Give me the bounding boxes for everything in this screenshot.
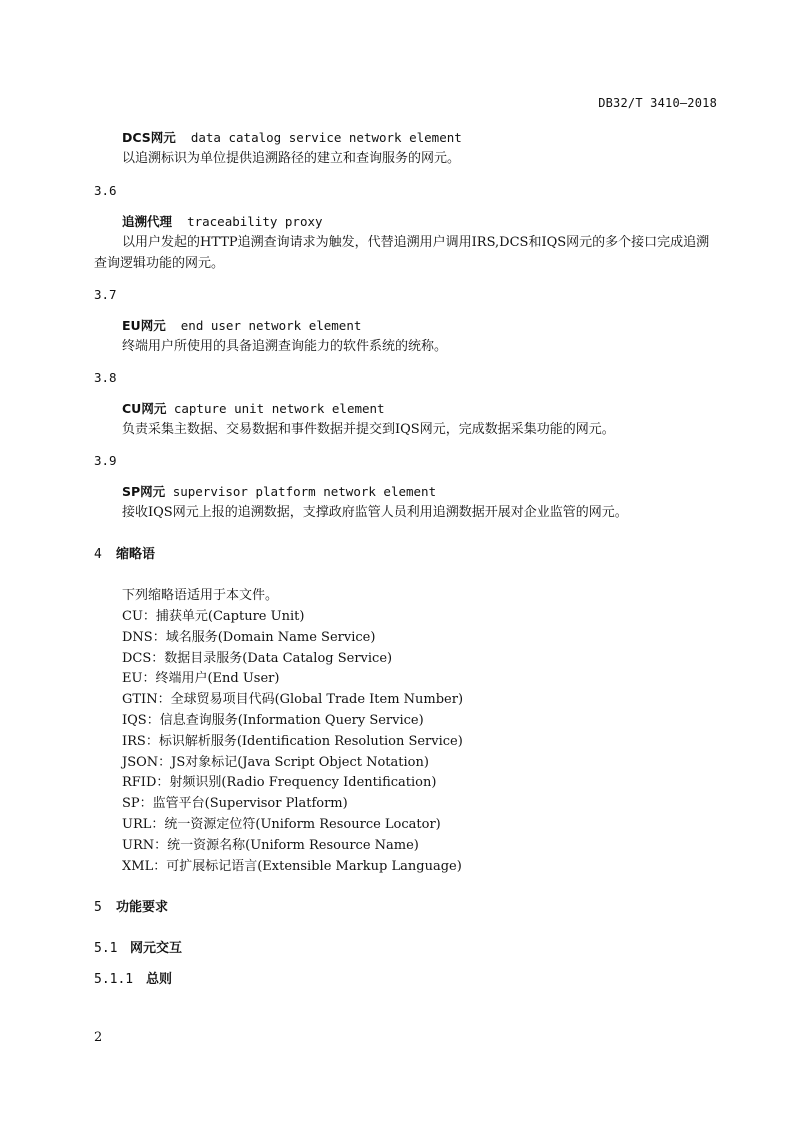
abbreviation-item: XML：可扩展标记语言(Extensible Markup Language) (122, 859, 462, 874)
abbreviation-item: DCS：数据目录服务(Data Catalog Service) (122, 651, 393, 666)
term-heading-sp (122, 483, 436, 501)
section-number: 5.1.1 (94, 972, 134, 987)
abbreviation-item: EU：终端用户(End User) (122, 671, 280, 686)
section-heading-5 (94, 899, 168, 917)
abbreviation-item: RFID：射频识别(Radio Frequency Identification) (122, 775, 437, 790)
term-definition-continued: 查询逻辑功能的网元。 (94, 256, 225, 271)
term-definition: 终端用户所使用的具备追溯查询能力的软件系统的统称。 (122, 339, 448, 354)
abbreviation-item: CU：捕获单元(Capture Unit) (122, 609, 305, 624)
abbreviation-item: DNS：域名服务(Domain Name Service) (122, 630, 376, 645)
section-heading-5-1-1 (94, 971, 172, 989)
section-intro: 下列缩略语适用于本文件。 (122, 588, 279, 603)
term-heading-dcs (122, 129, 462, 147)
section-number: 5.1 (94, 941, 118, 956)
term-cn: CU网元 (122, 401, 167, 416)
term-definition: 接收IQS网元上报的追溯数据，支撑政府监管人员利用追溯数据开展对企业监管的网元。 (122, 505, 628, 520)
section-title: 缩略语 (116, 547, 156, 562)
term-heading-proxy (122, 213, 323, 231)
abbreviation-item: URN：统一资源名称(Uniform Resource Name) (122, 838, 419, 853)
clause-number: 3.9 (94, 453, 117, 468)
term-cn: 追溯代理 (122, 214, 173, 229)
term-en: data catalog service network element (190, 130, 462, 145)
abbreviation-item: JSON：JS对象标记(Java Script Object Notation) (122, 755, 429, 770)
section-heading-5-1 (94, 940, 182, 958)
abbreviation-item: URL：统一资源定位符(Uniform Resource Locator) (122, 817, 441, 832)
term-heading-cu (122, 400, 385, 418)
term-cn: DCS网元 (122, 130, 176, 145)
section-title: 功能要求 (116, 900, 169, 915)
document-id: DB32/T 3410—2018 (598, 96, 717, 110)
section-title: 总则 (146, 972, 173, 987)
abbreviation-item: SP：监管平台(Supervisor Platform) (122, 796, 348, 811)
term-en: supervisor platform network element (172, 484, 437, 499)
section-number: 5 (94, 900, 102, 915)
term-en: end user network element (180, 318, 362, 333)
clause-number: 3.8 (94, 370, 117, 385)
term-en: traceability proxy (187, 214, 323, 229)
term-definition: 以用户发起的HTTP追溯查询请求为触发，代替追溯用户调用IRS,DCS和IQS网元的多个接口完成追溯 (122, 235, 710, 250)
section-title: 网元交互 (130, 941, 183, 956)
term-cn: EU网元 (122, 318, 166, 333)
term-definition: 以追溯标识为单位提供追溯路径的建立和查询服务的网元。 (122, 151, 461, 166)
term-en: capture unit network element (173, 401, 385, 416)
clause-number: 3.6 (94, 183, 117, 198)
term-cn: SP网元 (122, 484, 166, 499)
clause-number: 3.7 (94, 287, 117, 302)
section-number: 4 (94, 547, 102, 562)
section-heading-4 (94, 546, 155, 564)
abbreviation-item: GTIN：全球贸易项目代码(Global Trade Item Number) (122, 692, 464, 707)
term-definition: 负责采集主数据、交易数据和事件数据并提交到IQS网元，完成数据采集功能的网元。 (122, 422, 615, 437)
page-number: 2 (94, 1030, 103, 1045)
term-heading-eu (122, 317, 361, 335)
abbreviation-item: IRS：标识解析服务(Identification Resolution Service) (122, 734, 463, 749)
abbreviation-item: IQS：信息查询服务(Information Query Service) (122, 713, 424, 728)
